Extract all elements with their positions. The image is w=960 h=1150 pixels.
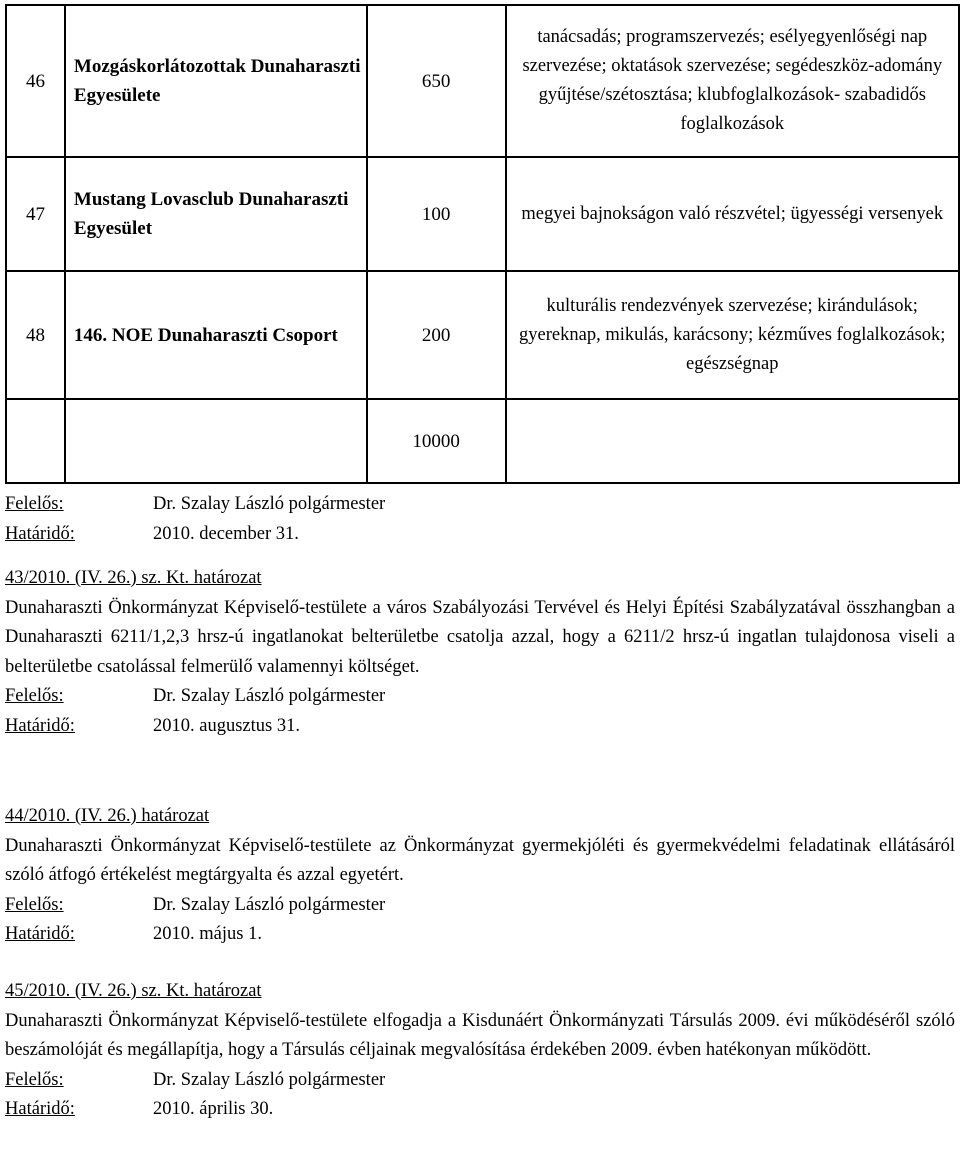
empty-cell: [6, 399, 65, 483]
resolution-heading-rest: /2010. (IV. 26.) határozat: [23, 806, 210, 826]
resolution-45: [5, 977, 955, 1125]
hatarido-line: [5, 1095, 955, 1125]
hatarido-label: Határidő:: [5, 715, 75, 736]
resolution-heading-rest: /2010. (IV. 26.) sz. Kt. határozat: [23, 568, 262, 588]
hatarido-value: 2010. augusztus 31.: [153, 715, 300, 736]
hatarido-value: 2010. május 1.: [153, 924, 262, 944]
felelos-line: [5, 891, 955, 921]
resolution-body: Dunaharaszti Önkormányzat Képviselő-testülete a város Szabályozási Tervével és Helyi Építési Szabályzatával összhangban a Dunaharaszti 6211/1,2,3 hrsz-ú ingatlanokat belterületbe csatolja azzal, hogy a 6211/2 hrsz-ú ingatlan tulajdonosa viseli a belterületbe csatolással felmerülő valamennyi költséget.: [5, 597, 955, 677]
activity: kulturális rendezvények szervezése; kirándulások; gyereknap, mikulás, karácsony; kézműves foglalkozások; egészségnap: [506, 271, 959, 399]
row-number: 48: [6, 271, 65, 399]
amount: 650: [367, 5, 506, 157]
hatarido-value: 2010. április 30.: [153, 1099, 274, 1119]
total-amount: 10000: [367, 399, 506, 483]
resolution-heading: [5, 977, 955, 1007]
hatarido-line: [5, 712, 955, 742]
activity: tanácsadás; programszervezés; esélyegyenlőségi nap szervezése; oktatások szervezése; segédeszköz-adomány gyűjtése/szétosztása; klubfoglalkozások- szabadidős foglalkozások: [506, 5, 959, 157]
hatarido-line: [5, 920, 955, 950]
felelos-value: Dr. Szalay László polgármester: [153, 686, 386, 706]
felelos-line: [5, 1066, 955, 1096]
empty-cell: [506, 399, 959, 483]
resolution-43: [5, 564, 955, 741]
amount: 200: [367, 271, 506, 399]
felelos-label: Felelős:: [5, 894, 64, 915]
responsibility-block: [5, 490, 955, 549]
resolution-number: 45: [5, 981, 24, 1001]
hatarido-label: Határidő:: [5, 1099, 75, 1119]
felelos-label: Felelős:: [5, 686, 64, 706]
organization-name: 146. NOE Dunaharaszti Csoport: [65, 271, 367, 399]
felelos-line: [5, 682, 955, 712]
resolution-heading-rest: /2010. (IV. 26.) sz. Kt. határozat: [23, 981, 262, 1001]
resolution-44: [5, 802, 955, 950]
amount: 100: [367, 157, 506, 271]
table-row: [6, 271, 959, 399]
felelos-value: Dr. Szalay László polgármester: [153, 1069, 386, 1090]
resolution-body: Dunaharaszti Önkormányzat Képviselő-testülete az Önkormányzat gyermekjóléti és gyermekvédelmi feladatinak ellátásáról szóló átfogó értékelést megtárgyalta és azzal egyetért.: [5, 835, 955, 885]
organization-name: Mozgáskorlátozottak Dunaharaszti Egyesülete: [65, 5, 367, 157]
felelos-label: Felelős:: [5, 494, 64, 514]
table-row: [6, 157, 959, 271]
felelos-value: Dr. Szalay László polgármester: [153, 494, 386, 514]
resolution-body: Dunaharaszti Önkormányzat Képviselő-testülete elfogadja a Kisdunáért Önkormányzati Társulás 2009. évi működéséről szóló beszámolóját és megállapítja, hogy a Társulás céljainak megvalósítása érdekében 2009. évben hatékonyan működött.: [5, 1010, 955, 1060]
hatarido-label: Határidő:: [5, 924, 75, 944]
hatarido-label: Határidő:: [5, 523, 75, 544]
felelos-value: Dr. Szalay László polgármester: [153, 894, 386, 915]
resolution-heading: [5, 564, 955, 594]
resolution-heading: [5, 802, 955, 832]
table-total-row: [6, 399, 959, 483]
empty-cell: [65, 399, 367, 483]
felelos-line: [5, 490, 955, 520]
resolution-number: 43: [5, 568, 24, 588]
hatarido-line: [5, 520, 955, 550]
hatarido-value: 2010. december 31.: [153, 523, 299, 544]
resolution-number: 44: [5, 806, 24, 826]
row-number: 46: [6, 5, 65, 157]
table-row: [6, 5, 959, 157]
organization-name: Mustang Lovasclub Dunaharaszti Egyesület: [65, 157, 367, 271]
organizations-table: [5, 4, 960, 484]
row-number: 47: [6, 157, 65, 271]
activity: megyei bajnokságon való részvétel; ügyességi versenyek: [506, 157, 959, 271]
felelos-label: Felelős:: [5, 1069, 64, 1090]
